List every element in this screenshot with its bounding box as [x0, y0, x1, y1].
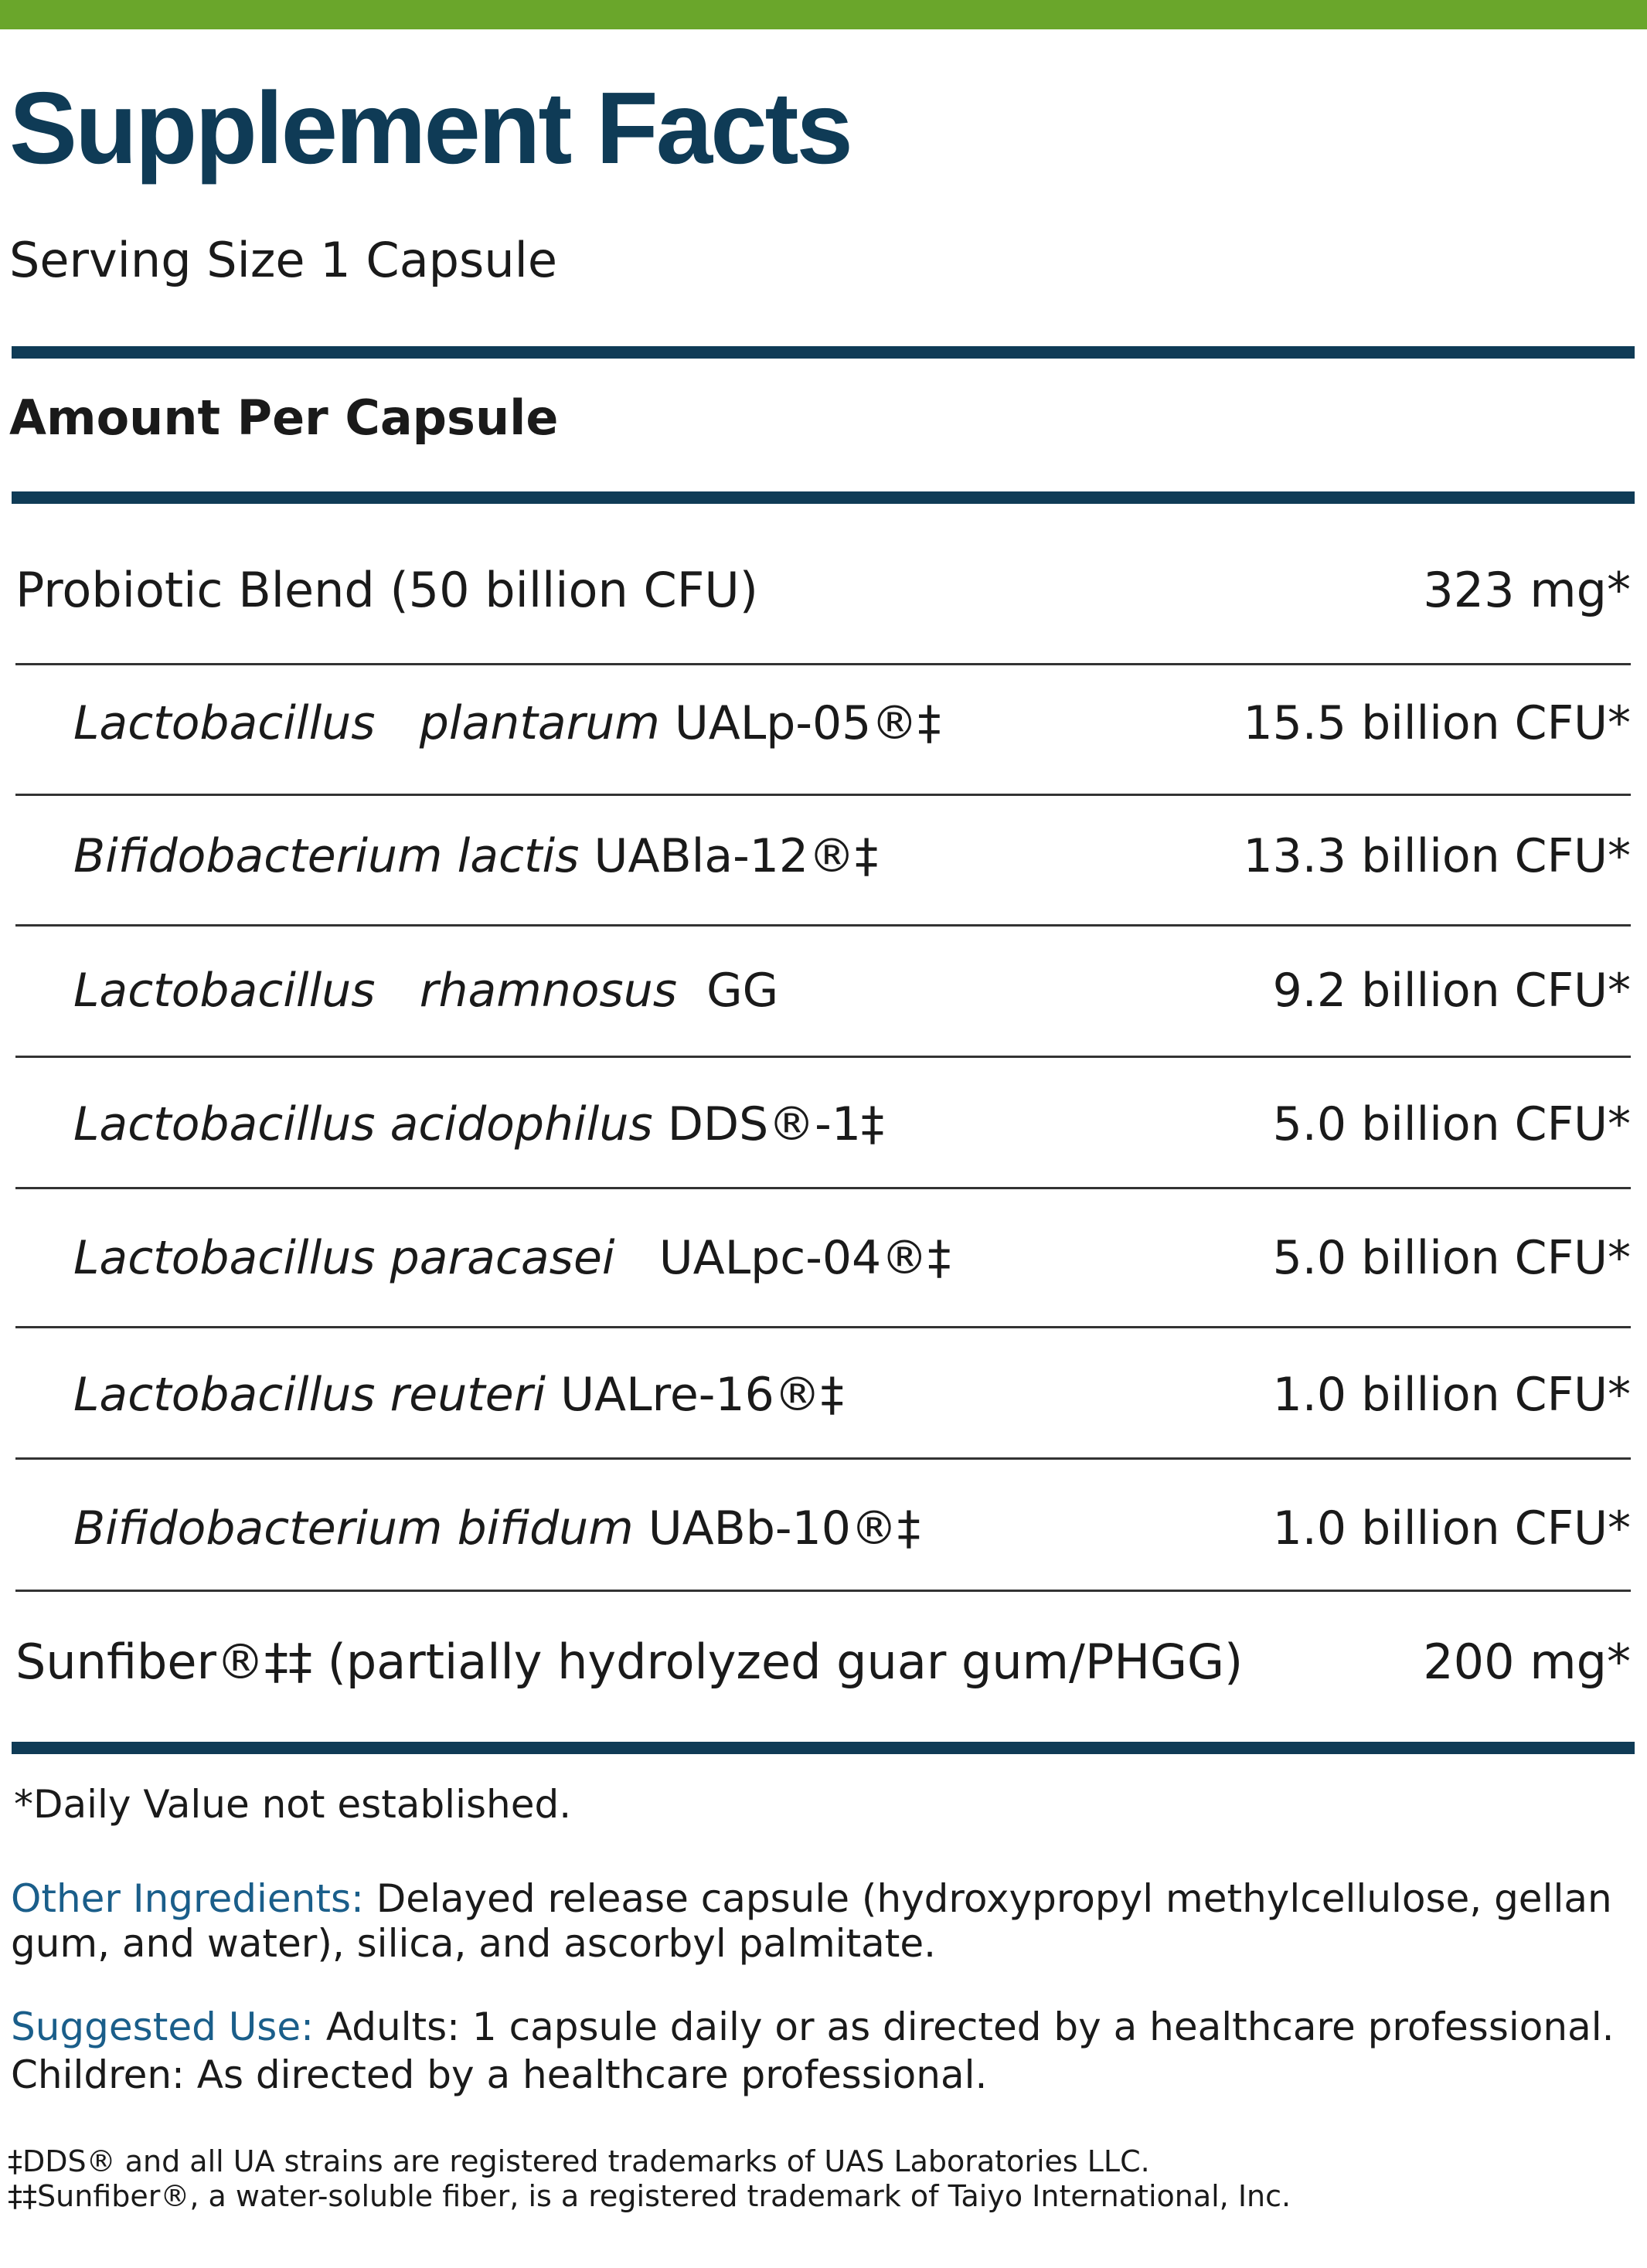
strain-amount: 1.0 billion CFU*	[1272, 1501, 1631, 1556]
strain-species: plantarum	[419, 696, 660, 750]
strain-name	[15, 1368, 844, 1422]
divider-thin	[15, 1590, 1631, 1592]
divider-thick	[12, 1742, 1635, 1754]
strain-genus: Bifidobacterium	[73, 1501, 443, 1556]
strain-species: paracasei	[390, 1231, 615, 1285]
strain-row	[15, 1097, 1631, 1151]
strain-code: UALpc-04®‡	[658, 1231, 951, 1285]
divider-thin	[15, 1187, 1631, 1189]
divider-thin	[15, 1326, 1631, 1328]
fiber-row	[15, 1634, 1631, 1690]
suggested-use-text: Adults: 1 capsule daily or as directed by a healthcare professional. Children: As directed by a healthcare professional.	[11, 2004, 1615, 2097]
serving-size: Serving Size 1 Capsule	[9, 232, 558, 288]
strain-amount: 5.0 billion CFU*	[1272, 1231, 1631, 1285]
strain-row	[15, 1231, 1631, 1285]
strain-genus: Lactobacillus	[73, 696, 376, 750]
strain-amount: 15.5 billion CFU*	[1243, 696, 1631, 750]
strain-species: bifidum	[457, 1501, 634, 1556]
footnote-uas: ‡DDS® and all UA strains are registered trademarks of UAS Laboratories LLC.	[8, 2144, 1150, 2178]
strain-name	[15, 829, 879, 883]
strain-code: UALre-16®‡	[560, 1368, 844, 1422]
daily-value-note: *Daily Value not established.	[14, 1782, 572, 1827]
divider-thin	[15, 1056, 1631, 1058]
strain-row	[15, 1368, 1631, 1422]
divider-thick	[12, 491, 1635, 504]
amount-per-capsule-header: Amount Per Capsule	[9, 389, 559, 446]
strain-genus: Lactobacillus	[73, 1368, 376, 1422]
strain-name	[15, 1231, 951, 1285]
fiber-name: Sunfiber®‡‡ (partially hydrolyzed guar gum/PHGG)	[15, 1634, 1244, 1690]
footnote-sunfiber: ‡‡Sunfiber®, a water-soluble fiber, is a registered trademark of Taiyo International, Inc.	[8, 2179, 1291, 2213]
strain-code: UABb-10®‡	[648, 1501, 920, 1556]
strain-name	[15, 1097, 884, 1151]
strain-genus: Bifidobacterium	[73, 829, 443, 883]
page-title: Supplement Facts	[9, 71, 851, 185]
strain-code: DDS®-1‡	[667, 1097, 884, 1151]
blend-row	[15, 562, 1631, 618]
strain-species: reuteri	[390, 1368, 546, 1422]
divider-thin	[15, 663, 1631, 665]
other-ingredients-label: Other Ingredients:	[11, 1876, 364, 1921]
strain-row	[15, 1501, 1631, 1556]
suggested-use	[11, 2003, 1626, 2099]
strain-code: GG	[706, 964, 779, 1018]
strain-species: acidophilus	[390, 1097, 653, 1151]
strain-genus: Lactobacillus	[73, 1097, 376, 1151]
strain-genus: Lactobacillus	[73, 964, 376, 1018]
strain-row	[15, 964, 1631, 1018]
strain-amount: 1.0 billion CFU*	[1272, 1368, 1631, 1422]
top-accent-bar	[0, 0, 1647, 29]
other-ingredients-text: Delayed release capsule (hydroxypropyl methylcellulose, gellan gum, and water), silica, and ascorbyl palmitate.	[11, 1876, 1612, 1966]
divider-thin	[15, 1457, 1631, 1460]
strain-amount: 5.0 billion CFU*	[1272, 1097, 1631, 1151]
strain-genus: Lactobacillus	[73, 1231, 376, 1285]
strain-code: UALp-05®‡	[674, 696, 941, 750]
other-ingredients	[11, 1876, 1626, 1966]
strain-name	[15, 1501, 920, 1556]
strain-amount: 9.2 billion CFU*	[1272, 964, 1631, 1018]
strain-name	[15, 964, 779, 1018]
blend-amount: 323 mg*	[1423, 562, 1631, 618]
strain-row	[15, 829, 1631, 883]
divider-thin	[15, 924, 1631, 927]
strain-code: UABla-12®‡	[594, 829, 879, 883]
fiber-amount: 200 mg*	[1423, 1634, 1631, 1690]
strain-species: lactis	[457, 829, 580, 883]
strain-row	[15, 696, 1631, 750]
blend-name: Probiotic Blend (50 billion CFU)	[15, 562, 758, 618]
strain-name	[15, 696, 941, 750]
divider-thick	[12, 346, 1635, 359]
strain-species: rhamnosus	[419, 964, 677, 1018]
divider-thin	[15, 794, 1631, 796]
suggested-use-label: Suggested Use:	[11, 2004, 314, 2049]
strain-amount: 13.3 billion CFU*	[1243, 829, 1631, 883]
